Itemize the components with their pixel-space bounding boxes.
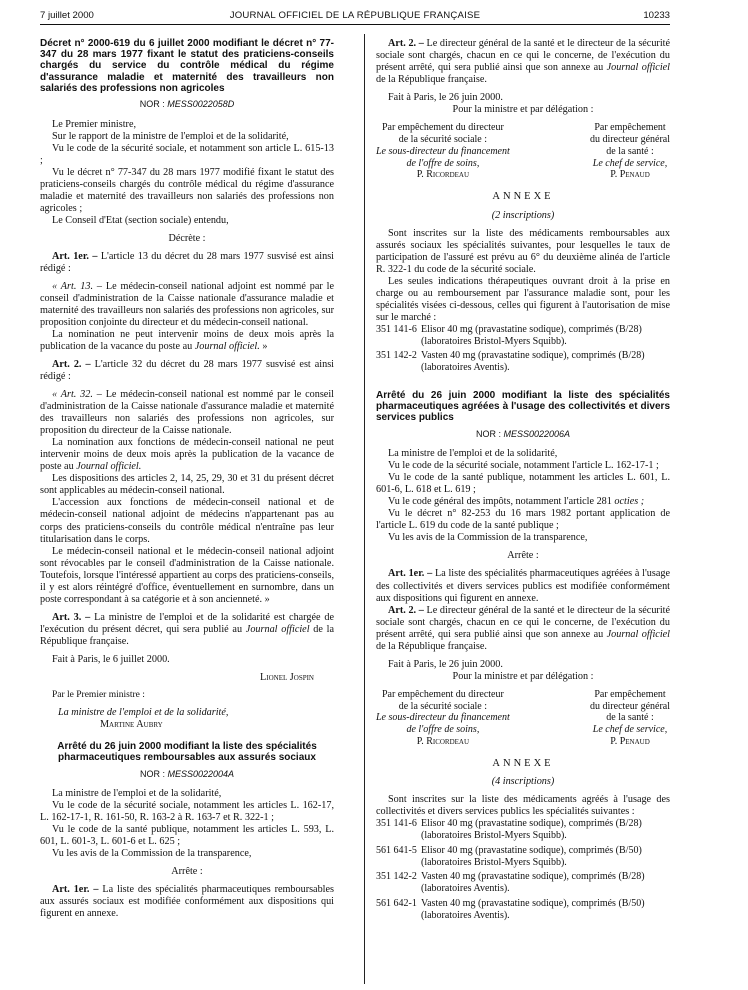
text: Le directeur général de la santé et le directeur de la sécurité sociale sont chargés, chacun en ce qui le concerne, de l'exécution du présent arrêté, qui sera publié ainsi que son annexe au (376, 38, 671, 74)
article-1 (40, 884, 334, 920)
text: de la République française. (376, 640, 487, 652)
ministre-name: Martine Aubry (100, 719, 163, 731)
journal-ref: Journal officiel (245, 623, 310, 635)
journal-ref: Journal officiel. (76, 461, 142, 473)
medication-name: Vasten 40 mg (pravastatine sodique), comprimés (B/28) (421, 871, 645, 883)
paragraph: Vu le décret n° 77-347 du 28 mars 1977 modifié fixant le statut des praticiens-conseils chargés du contrôle médical du régime d'assurance maladie et maternité des travailleurs non salariés des professions non agricoles ; (40, 166, 334, 214)
sig-line: de la santé : (606, 145, 654, 157)
medication-item (376, 871, 670, 895)
paragraph: Le médecin-conseil national et le médecin-conseil national adjoint sont révocables par le conseil d'administration de la Caisse nationale. Toutefois, lorsque l'intéressé appartient au corps des praticiens-conseils, il y est alors réintégré d'office, éventuellement en surnombre, dans un poste correspondant à sa catégorie et à son ancienneté. » (40, 545, 334, 605)
sig-name: P. Penaud (610, 735, 650, 747)
sig-line: de l'offre de soins, (406, 724, 480, 736)
text: de la République française. (376, 74, 487, 86)
cip-code: 561 642-1 (376, 897, 417, 909)
paragraph (376, 496, 670, 508)
text: octies ; (614, 496, 645, 508)
decrete-label: Décrète : (168, 232, 206, 244)
paragraph: Sont inscrites sur la liste des médicaments remboursables aux assurés sociaux les spécialités suivantes, pour lesquelles le taux de participation de l'assuré est prévu au 6° du deuxième alinéa de l'article R. 322-1 du code de la sécurité sociale. (376, 227, 670, 275)
paragraph: L'accession aux fonctions de médecin-conseil national et de médecin-conseil national adjoint de médecins n'appartenant pas au corps des praticiens-conseils du contrôle médical n'entraîne pas leur titularisation dans le corps. (40, 497, 334, 545)
medication-description (421, 818, 642, 842)
sig-line: Par empêchement (594, 688, 666, 700)
medication-item (376, 324, 670, 348)
decree-heading: Décret n° 2000-619 du 6 juillet 2000 modifiant le décret n° 77-347 du 28 mars 1977 fixant le statut des praticiens-conseils chargés du service du contrôle médical du régime d'assurance maladie et maternité des travailleurs non salariés des professions non agricoles (40, 38, 334, 94)
medication-name: Elisor 40 mg (pravastatine sodique), comprimés (B/50) (421, 844, 642, 856)
sig-line: Par empêchement (594, 122, 666, 134)
article-label: Art. 3. – (52, 611, 91, 623)
medication-lab: (laboratoires Bristol-Myers Squibb). (421, 830, 567, 841)
medication-description (421, 898, 645, 922)
header-date: 7 juillet 2000 (40, 10, 94, 21)
medication-list (376, 818, 670, 921)
text: La ministre de l'emploi et de la solidarité est chargée de l'exécution du présent décret, qui sera publié au (40, 611, 334, 635)
journal-ref: Journal officiel (606, 62, 671, 74)
cip-code: 351 141-6 (376, 323, 417, 335)
article-32 (40, 389, 334, 437)
par-premier-ministre: Par le Premier ministre : (52, 689, 145, 700)
medication-description (421, 324, 642, 348)
arrete-heading: Arrêté du 26 juin 2000 modifiant la liste des spécialités pharmaceutiques agréées à l'usage des collectivités et divers services publics (376, 390, 670, 424)
text: Vu le code général des impôts, notamment l'article 281 (388, 496, 612, 508)
nor-code: MESS0022004A (167, 768, 235, 779)
paragraph: Les seules indications thérapeutiques ouvrant droit à la prise en charge ou au remboursement par l'assurance maladie sont, pour les spécialités visées ci-dessous, celles qui figurent à l'autorisation de mise sur le marché : (376, 275, 670, 323)
paragraph: Vu les avis de la Commission de la transparence, (52, 848, 252, 860)
annexe-title: ANNEXE (492, 191, 554, 203)
signature-right (590, 689, 670, 748)
article-label: Art. 1er. – (52, 884, 99, 896)
article-label: Art. 2. – (388, 604, 424, 616)
medication-lab: (laboratoires Bristol-Myers Squibb). (421, 856, 567, 868)
journal-ref: Journal officiel. (194, 341, 260, 353)
paragraph: Vu le code de la santé publique, notamment les articles L. 601, L. 601-6, L. 618 et L. 619 ; (376, 472, 670, 496)
nor-reference (40, 769, 334, 780)
journal-title: JOURNAL OFFICIEL DE LA RÉPUBLIQUE FRANÇAISE (229, 10, 481, 21)
sig-name: P. Penaud (610, 169, 650, 181)
article-label: Art. 1er. – (388, 568, 433, 580)
article-text: La liste des spécialités pharmaceutiques remboursables aux assurés sociaux est modifiée conformément aux dispositions qui figurent en annexe. (40, 884, 334, 920)
text: Le directeur général de la santé et le directeur de la sécurité sociale sont chargés, chacun en ce qui le concerne, de l'exécution du présent arrêté, qui sera publié ainsi que son annexe au (376, 604, 671, 640)
article-text: Le médecin-conseil national est nommé par le conseil d'administration de la Caisse nationale d'assurance maladie et maternité des travailleurs non salariés des professions non agricoles, sur proposition du directeur de la Caisse nationale. (40, 389, 334, 437)
cip-code: 351 142-2 (376, 871, 417, 883)
sig-line: de la sécurité sociale : (398, 133, 488, 145)
text: La nomination ne peut intervenir moins de deux mois après la publication de la vacance du poste au (40, 329, 334, 353)
paragraph: Sur le rapport de la ministre de l'emploi et de la solidarité, (52, 130, 289, 142)
text: La nomination aux fonctions de médecin-conseil national ne peut intervenir moins de deux mois après la publication de la vacance de poste au (40, 437, 334, 473)
cip-code: 351 142-2 (376, 350, 417, 362)
arrete-label: Arrête : (507, 550, 539, 562)
sig-line: Par empêchement du directeur (381, 688, 504, 700)
fait-a-paris: Fait à Paris, le 26 juin 2000. (388, 658, 503, 670)
pour-la-ministre: Pour la ministre et par délégation : (452, 670, 594, 682)
paragraph: Les dispositions des articles 2, 14, 25, 29, 30 et 31 du présent décret sont applicables au médecin-conseil national. (40, 473, 334, 497)
medication-name: Elisor 40 mg (pravastatine sodique), comprimés (B/28) (421, 323, 642, 335)
sig-line: Le chef de service, (592, 724, 668, 736)
right-column (376, 38, 670, 922)
page-number: 10233 (643, 10, 670, 21)
paragraph: La ministre de l'emploi et de la solidarité, (52, 788, 222, 800)
article-text: L'article 32 du décret du 28 mars 1977 susvisé est ainsi rédigé : (40, 359, 334, 383)
article-text: La liste des spécialités pharmaceutiques agréées à l'usage des collectivités et divers services publics est modifiée conformément aux dispositions qui figurent en annexe. (376, 568, 670, 604)
journal-ref: Journal officiel (606, 628, 671, 640)
pour-la-ministre: Pour la ministre et par délégation : (452, 104, 594, 116)
annexe-title: ANNEXE (492, 757, 554, 769)
article-label: Art. 2. – (388, 38, 424, 49)
signature-block (376, 122, 670, 181)
article-label: Art. 2. – (52, 359, 91, 371)
article-1 (376, 568, 670, 604)
paragraph: Le Premier ministre, (52, 118, 137, 130)
sig-line: du directeur général (590, 133, 670, 145)
paragraph: Vu le code de la sécurité sociale, et notamment son article L. 615-13 ; (40, 142, 334, 166)
sig-line: Le sous-directeur du financement (376, 145, 510, 157)
article-3 (40, 612, 334, 648)
medication-description (421, 350, 645, 374)
inscriptions-count: (4 inscriptions) (491, 776, 555, 788)
fait-a-paris: Fait à Paris, le 26 juin 2000. (388, 92, 503, 104)
signature-right (590, 122, 670, 181)
medication-item (376, 898, 670, 922)
article-text: Le médecin-conseil national adjoint est nommé par le conseil d'administration de la Caisse nationale d'assurance maladie et maternité des travailleurs non salariés des professions non agricoles, sur proposition conjointe du directeur et du médecin-conseil national. (40, 280, 334, 329)
paragraph: Vu le décret n° 82-253 du 16 mars 1982 portant application de l'article L. 619 du code de la santé publique ; (376, 508, 670, 532)
signature-left (376, 689, 510, 748)
cip-code: 561 641-5 (376, 844, 417, 856)
medication-name: Vasten 40 mg (pravastatine sodique), comprimés (B/50) (421, 897, 645, 909)
medication-lab: (laboratoires Aventis). (421, 909, 510, 921)
signature-block (376, 689, 670, 748)
signature-left (376, 122, 510, 181)
article-1 (40, 251, 334, 275)
article-2 (376, 38, 670, 86)
paragraph: Vu les avis de la Commission de la transparence, (388, 532, 588, 544)
left-column (40, 38, 334, 920)
article-text: L'article 13 du décret du 28 mars 1977 susvisé est ainsi rédigé : (40, 250, 334, 274)
ministre-title: La ministre de l'emploi et de la solidarité, (58, 707, 229, 719)
nor-label: NOR : (475, 428, 501, 439)
paragraph: Vu le code de la santé publique, notamment les articles L. 593, L. 601, L. 601-3, L. 601-6 et L. 625 ; (40, 824, 334, 848)
medication-name: Vasten 40 mg (pravastatine sodique), comprimés (B/28) (421, 350, 645, 362)
article-label: « Art. 13. – (52, 280, 102, 292)
signatory: Lionel Jospin (260, 671, 314, 683)
medication-item (376, 350, 670, 374)
sig-line: Le sous-directeur du financement (376, 712, 510, 724)
paragraph: Le Conseil d'Etat (section sociale) entendu, (52, 214, 229, 226)
column-divider (364, 34, 365, 984)
inscriptions-count: (2 inscriptions) (491, 209, 555, 221)
medication-name: Elisor 40 mg (pravastatine sodique), comprimés (B/28) (421, 818, 642, 830)
page-header (40, 10, 670, 25)
medication-description (421, 845, 642, 869)
sig-line: de l'offre de soins, (406, 157, 480, 169)
nor-reference (40, 99, 334, 110)
article-label: Art. 1er. – (52, 250, 98, 262)
arrete-heading: Arrêté du 26 juin 2000 modifiant la liste des spécialités pharmaceutiques remboursables aux assurés sociaux (57, 741, 317, 764)
nor-label: NOR : (139, 98, 165, 109)
sig-name: P. Ricordeau (416, 735, 470, 747)
text: » (259, 341, 268, 353)
sig-line: Le chef de service, (592, 157, 668, 169)
paragraph: Vu le code de la sécurité sociale, notamment les articles L. 162-17, L. 162-17-1, R. 161-50, R. 163-2 à R. 163-7 et R. 322-1 ; (40, 800, 334, 824)
sig-line: de la santé : (606, 712, 654, 724)
sig-line: Par empêchement du directeur (381, 122, 504, 134)
text: de la République française. (40, 623, 334, 647)
arrete-label: Arrête : (171, 866, 203, 878)
sig-name: P. Ricordeau (416, 169, 470, 181)
article-13 (40, 281, 334, 329)
medication-lab: (laboratoires Aventis). (421, 883, 510, 895)
nor-reference (376, 429, 670, 440)
medication-list (376, 324, 670, 374)
medication-item (376, 818, 670, 842)
medication-lab: (laboratoires Bristol-Myers Squibb). (421, 335, 567, 347)
paragraph (40, 437, 334, 473)
paragraph: Sont inscrites sur la liste des médicaments agréés à l'usage des collectivités et divers services publics les spécialités suivantes : (376, 794, 670, 818)
medication-description (421, 871, 645, 895)
medication-lab: (laboratoires Aventis). (421, 362, 510, 374)
paragraph: La ministre de l'emploi et de la solidarité, (388, 448, 558, 460)
nor-code: MESS0022058D (167, 98, 235, 109)
nor-code: MESS0022006A (503, 428, 571, 439)
paragraph: Vu le code de la sécurité sociale, notamment l'article L. 162-17-1 ; (388, 460, 659, 472)
medication-item (376, 845, 670, 869)
nor-label: NOR : (139, 768, 165, 779)
sig-line: de la sécurité sociale : (398, 700, 488, 712)
article-2 (40, 359, 334, 383)
paragraph (40, 329, 334, 353)
article-2 (376, 605, 670, 653)
cip-code: 351 141-6 (376, 818, 417, 830)
fait-a-paris: Fait à Paris, le 6 juillet 2000. (52, 653, 170, 665)
article-label: « Art. 32. – (52, 389, 102, 401)
sig-line: du directeur général (590, 700, 670, 712)
